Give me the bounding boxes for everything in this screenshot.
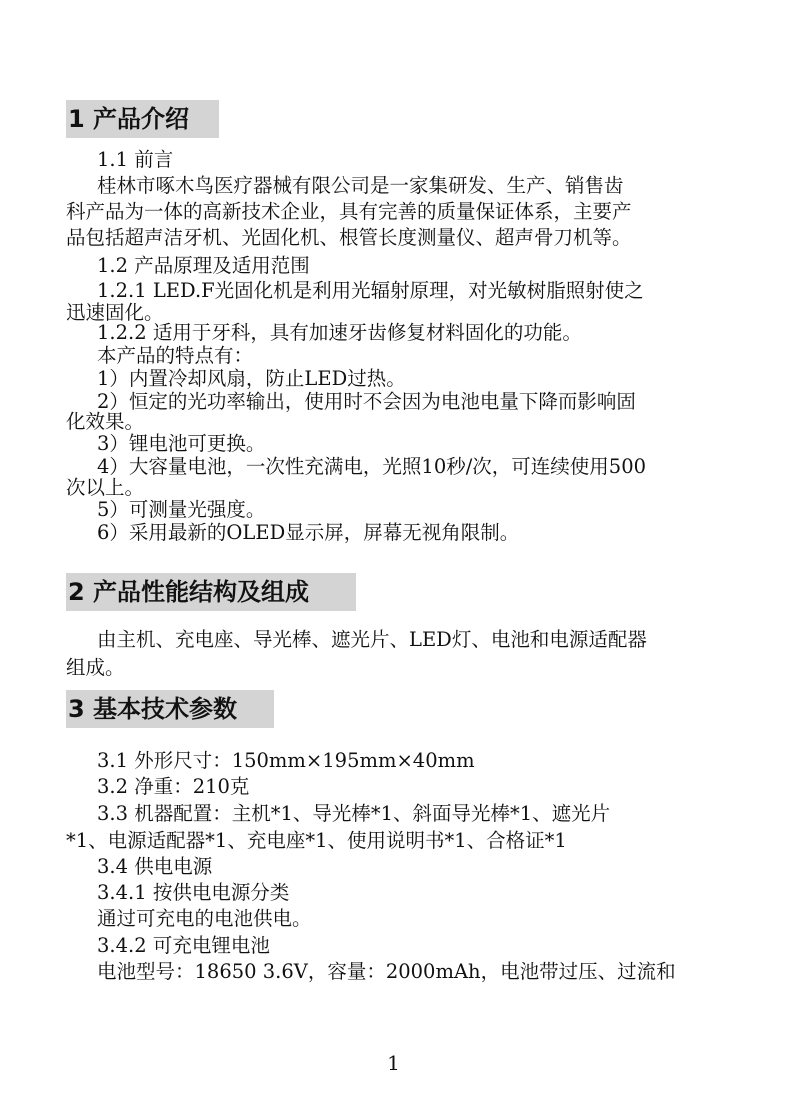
feature-item: 3）锂电池可更换。 xyxy=(97,432,266,455)
spec-line: 3.4.2 可充电锂电池 xyxy=(97,934,270,957)
intro-line: 品包括超声洁牙机、光固化机、根管长度测量仪、超声骨刀机等。 xyxy=(66,226,632,249)
feature-item: 5）可测量光强度。 xyxy=(97,498,266,521)
spec-line: *1、电源适配器*1、充电座*1、使用说明书*1、合格证*1 xyxy=(66,829,567,852)
subsection-title-1-2: 1.2 产品原理及适用范围 xyxy=(97,254,310,277)
feature-item: 6）采用最新的OLED显示屏，屏幕无视角限制。 xyxy=(97,521,520,544)
section-heading-3: 3 基本技术参数 xyxy=(66,690,274,728)
feature-item: 次以上。 xyxy=(66,476,145,499)
feature-item: 1）内置冷却风扇，防止LED过热。 xyxy=(97,367,406,390)
intro-line: 桂林市啄木鸟医疗器械有限公司是一家集研发、生产、销售齿 xyxy=(97,174,624,197)
spec-line: 3.4.1 按供电电源分类 xyxy=(97,881,290,904)
intro-line: 科产品为一体的高新技术企业，具有完善的质量保证体系，主要产 xyxy=(66,200,632,223)
page-number: 1 xyxy=(387,1051,400,1075)
composition-line: 由主机、充电座、导光棒、遮光片、LED灯、电池和电源适配器 xyxy=(97,628,647,651)
spec-line: 3.2 净重：210克 xyxy=(97,775,250,798)
application-line: 1.2.2 适用于牙科，具有加速牙齿修复材料固化的功能。 xyxy=(97,321,582,344)
principle-line: 1.2.1 LED.F光固化机是利用光辐射原理，对光敏树脂照射使之 xyxy=(97,279,644,302)
section-heading-2: 2 产品性能结构及组成 xyxy=(66,573,356,611)
spec-line: 电池型号：18650 3.6V，容量：2000mAh，电池带过压、过流和 xyxy=(97,960,676,983)
feature-item: 4）大容量电池，一次性充满电，光照10秒/次，可连续使用500 xyxy=(97,455,647,478)
subsection-title-1-1: 1.1 前言 xyxy=(97,148,174,171)
feature-item: 化效果。 xyxy=(66,410,145,433)
principle-line: 迅速固化。 xyxy=(66,301,164,324)
spec-line: 3.4 供电电源 xyxy=(97,855,213,878)
features-title: 本产品的特点有： xyxy=(97,344,254,367)
feature-item: 2）恒定的光功率输出，使用时不会因为电池电量下降而影响固 xyxy=(97,390,636,413)
composition-line: 组成。 xyxy=(66,656,125,679)
spec-line: 通过可充电的电池供电。 xyxy=(97,907,312,930)
spec-line: 3.3 机器配置：主机*1、导光棒*1、斜面导光棒*1、遮光片 xyxy=(97,802,611,825)
section-heading-1: 1 产品介绍 xyxy=(66,100,219,138)
spec-line: 3.1 外形尺寸：150mm×195mm×40mm xyxy=(97,749,475,772)
